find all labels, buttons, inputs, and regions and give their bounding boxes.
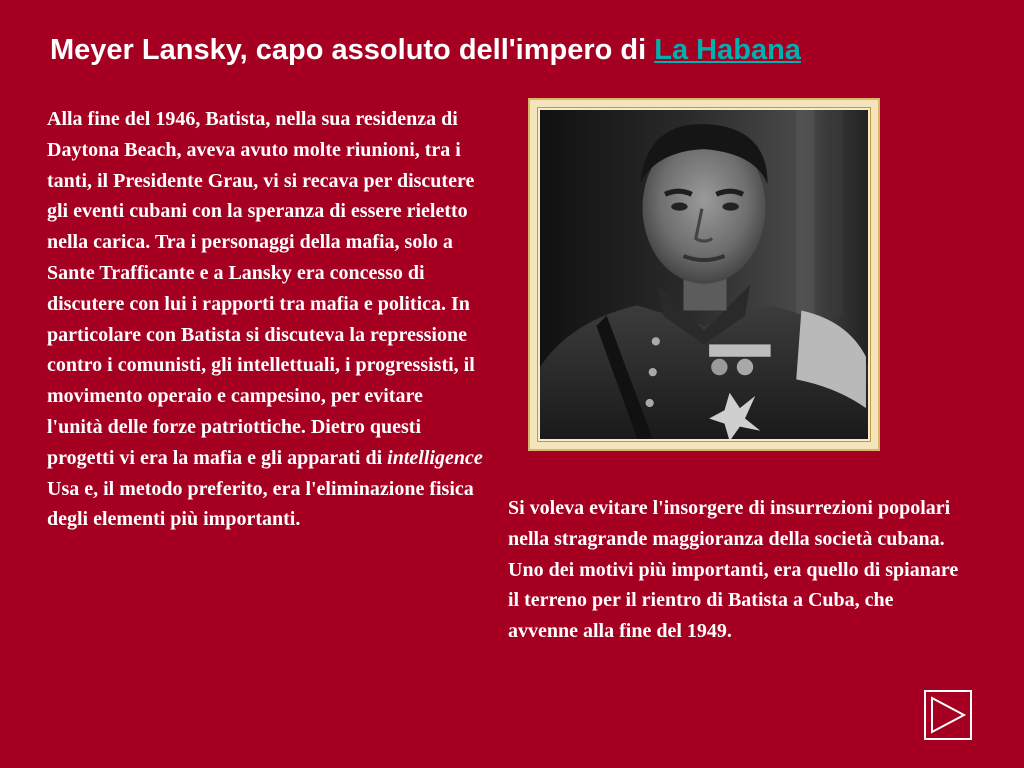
left-paragraph-text-end: Usa e, il metodo preferito, era l'eliminazione fisica degli elementi più importanti.	[47, 477, 474, 531]
intelligence-italic: intelligence	[387, 446, 483, 469]
play-triangle-icon	[926, 692, 970, 738]
la-habana-link[interactable]: La Habana	[654, 34, 801, 66]
portrait-photo	[528, 98, 880, 451]
left-paragraph	[47, 104, 483, 535]
slide-title	[50, 30, 1000, 70]
slide-title-text: Meyer Lansky, capo assoluto dell'impero di	[50, 34, 655, 66]
portrait-photo-inner	[537, 107, 871, 442]
portrait-image	[540, 110, 868, 439]
left-paragraph-text: Alla fine del 1946, Batista, nella sua residenza di Daytona Beach, aveva avuto molte riunioni, tra i tanti, il Presidente Grau, vi si recava per discutere gli eventi cubani con la speranza di essere rieletto nella carica. Tra i personaggi della mafia, solo a Sante Trafficante e a Lansky era concesso di discutere con lui i rapporti tra mafia e politica. In particolare con Batista si discuteva la repressione contro i comunisti, gli intellettuali, i progressisti, il movimento operaio e campesino, per evitare l'unità delle forze patriottiche. Dietro questi progetti vi era la mafia e gli apparati di	[47, 108, 475, 469]
next-slide-button[interactable]	[924, 690, 972, 740]
right-paragraph: Si voleva evitare l'insorgere di insurrezioni popolari nella stragrande maggioranza della società cubana. Uno dei motivi più importanti, era quello di spianare il terreno per il rientro di Batista a Cuba, che avvenne alla fine del 1949.	[508, 497, 959, 643]
